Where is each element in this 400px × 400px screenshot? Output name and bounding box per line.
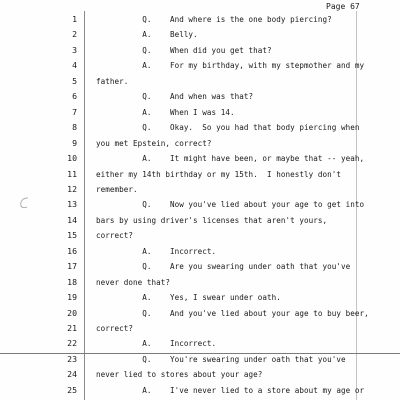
line-text: A. It might have been, or maybe that -- yeah, xyxy=(96,154,365,164)
line-number: 25 xyxy=(67,384,77,395)
line-number: 10 xyxy=(67,153,77,164)
line-text: bars by using driver's licenses that aren't yours, xyxy=(96,215,328,225)
line-text: either my 14th birthday or my 15th. I honestly don't xyxy=(96,169,341,179)
line-text: correct? xyxy=(96,231,133,241)
line-text: A. I've never lied to a store about my age or xyxy=(96,385,365,395)
line-number: 7 xyxy=(72,106,77,117)
line-number: 5 xyxy=(72,75,77,86)
line-text: A. Belly. xyxy=(96,30,198,40)
line-number: 6 xyxy=(72,91,77,102)
line-text: Q. Are you swearing under oath that you've xyxy=(96,262,351,272)
line-text: Q. Okay. So you had that body piercing when xyxy=(96,123,360,133)
line-text: father. xyxy=(96,76,129,86)
line-number: 20 xyxy=(67,307,77,318)
scan-mark-icon xyxy=(18,196,30,210)
left-margin-rule xyxy=(84,11,85,400)
line-number: 1 xyxy=(72,14,77,24)
line-number: 18 xyxy=(67,276,77,287)
line-text: Q. When did you get that? xyxy=(96,45,272,55)
line-number: 24 xyxy=(67,369,77,380)
line-number: 13 xyxy=(67,199,77,210)
page-number: Page 67 xyxy=(326,2,360,11)
line-text: A. Incorrect. xyxy=(96,246,217,256)
line-number: 3 xyxy=(72,44,77,55)
line-text: Q. And you've lied about your age to buy beer, xyxy=(96,308,369,318)
line-text: remember. xyxy=(96,184,138,194)
line-number: 15 xyxy=(67,230,77,241)
line-number: 19 xyxy=(67,292,77,303)
line-text: A. Incorrect. xyxy=(96,339,217,349)
line-text: never done that? xyxy=(96,277,170,287)
line-number: 12 xyxy=(67,183,77,194)
line-number: 11 xyxy=(67,168,77,179)
line-text: A. For my birthday, with my stepmother and my xyxy=(96,61,365,71)
line-number: 23 xyxy=(67,353,77,364)
line-text: correct? xyxy=(96,324,133,333)
line-number: 8 xyxy=(72,122,77,133)
line-text: Q. You're swearing under oath that you've xyxy=(96,354,346,364)
line-number: 16 xyxy=(67,245,77,256)
line-text: A. When I was 14. xyxy=(96,107,235,117)
line-text: you met Epstein, correct? xyxy=(96,138,212,148)
line-number: 22 xyxy=(67,338,77,349)
line-number: 17 xyxy=(67,261,77,272)
line-number: 14 xyxy=(67,214,77,225)
line-number: 4 xyxy=(72,60,77,71)
line-text: never lied to stores about your age? xyxy=(96,370,263,380)
line-number: 2 xyxy=(72,29,77,40)
line-number: 9 xyxy=(72,137,77,148)
line-text: A. Yes, I swear under oath. xyxy=(96,293,281,303)
line-text: Q. And when was that? xyxy=(96,92,254,102)
line-text: Q. Now you've lied about your age to get into xyxy=(96,200,365,210)
line-text: Q. And where is the one body piercing? xyxy=(96,15,332,24)
line-number: 21 xyxy=(67,323,77,333)
